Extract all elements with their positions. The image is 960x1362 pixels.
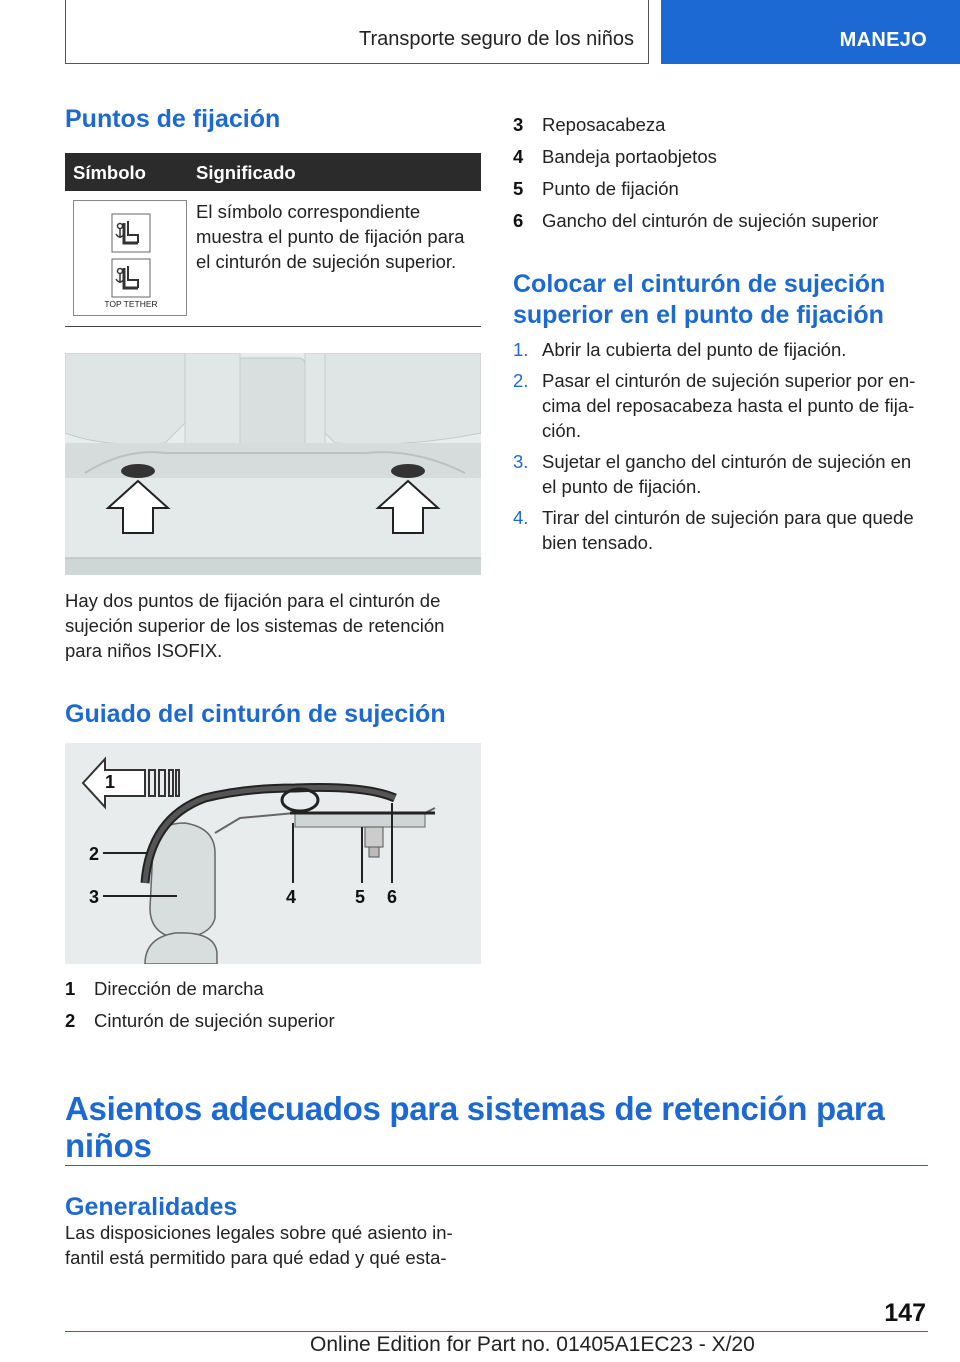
callout-4: 4	[286, 887, 297, 907]
section-title-place: Colocar el cinturón de sujeción superior en el punto de fijación	[513, 270, 886, 329]
symbol-image	[73, 200, 187, 316]
header-tab-label: MANEJO	[839, 29, 927, 51]
subsection-title: Generalidades	[65, 1193, 238, 1221]
footer-divider	[65, 1331, 928, 1332]
header-title-box	[65, 0, 649, 64]
callout-6: 6	[387, 887, 398, 907]
callout-1: 1	[105, 772, 116, 792]
top-tether-symbol-icon	[74, 201, 188, 317]
top-tether-label: TOP TETHER	[104, 299, 158, 309]
callout-5: 5	[355, 887, 366, 907]
list-item: 1 Dirección de marcha	[65, 978, 264, 999]
legend-list-left	[65, 976, 481, 1033]
belt-routing-illustration	[65, 743, 481, 964]
section-title-fixing: Puntos de fijación	[65, 105, 281, 133]
list-item: 2 Cinturón de sujeción superior	[65, 1010, 335, 1031]
list-item: 1. Abrir la cubierta del punto de fijación.	[513, 339, 847, 360]
list-item: 4 Bandeja portaobjetos	[513, 146, 717, 167]
callout-3: 3	[89, 887, 100, 907]
table-header-symbol: Símbolo	[73, 162, 146, 183]
belt-routing-diagram-icon	[65, 743, 481, 964]
callout-2: 2	[89, 844, 100, 864]
header-title: Transporte seguro de los niños	[359, 28, 634, 50]
table-header-meaning: Significado	[196, 162, 296, 183]
steps-list	[513, 337, 929, 561]
list-item: 3. Sujetar el gancho del cinturón de sujeción en el punto de fijación.	[513, 451, 912, 497]
list-item: 2. Pasar el cinturón de sujeción superior por en-cima del reposacabeza hasta el punto de fija-ción.	[513, 370, 916, 441]
list-item: 4. Tirar del cinturón de sujeción para que quede bien tensado.	[513, 507, 914, 553]
fixing-caption: Hay dos puntos de fijación para el cinturón de sujeción superior de los sistemas de retención para niños ISOFIX.	[65, 590, 445, 661]
general-text: Las disposiciones legales sobre qué asiento in- fantil está permitido para qué edad y qué esta-	[65, 1222, 453, 1268]
chapter-title: Asientos adecuados para sistemas de retención para niños	[65, 1090, 885, 1164]
footer-edition: Online Edition for Part no. 01405A1EC23 - X/20	[310, 1333, 755, 1356]
table-header	[65, 153, 481, 191]
list-item: 6 Gancho del cinturón de sujeción superior	[513, 210, 879, 231]
list-item: 5 Punto de fijación	[513, 178, 679, 199]
table-row	[65, 191, 481, 327]
symbol-meaning: El símbolo correspondiente muestra el punto de fijación para el cinturón de sujeción superior.	[196, 201, 465, 272]
page-number: 147	[884, 1299, 926, 1327]
header-tab-manejo[interactable]	[661, 0, 960, 64]
list-item: 3 Reposacabeza	[513, 114, 666, 135]
legend-list-right	[513, 112, 929, 233]
rear-seat-illustration-icon	[65, 353, 481, 575]
fixing-points-illustration	[65, 353, 481, 575]
chapter-divider	[65, 1165, 928, 1166]
symbol-table	[65, 153, 481, 327]
section-title-guide: Guiado del cinturón de sujeción	[65, 700, 446, 728]
